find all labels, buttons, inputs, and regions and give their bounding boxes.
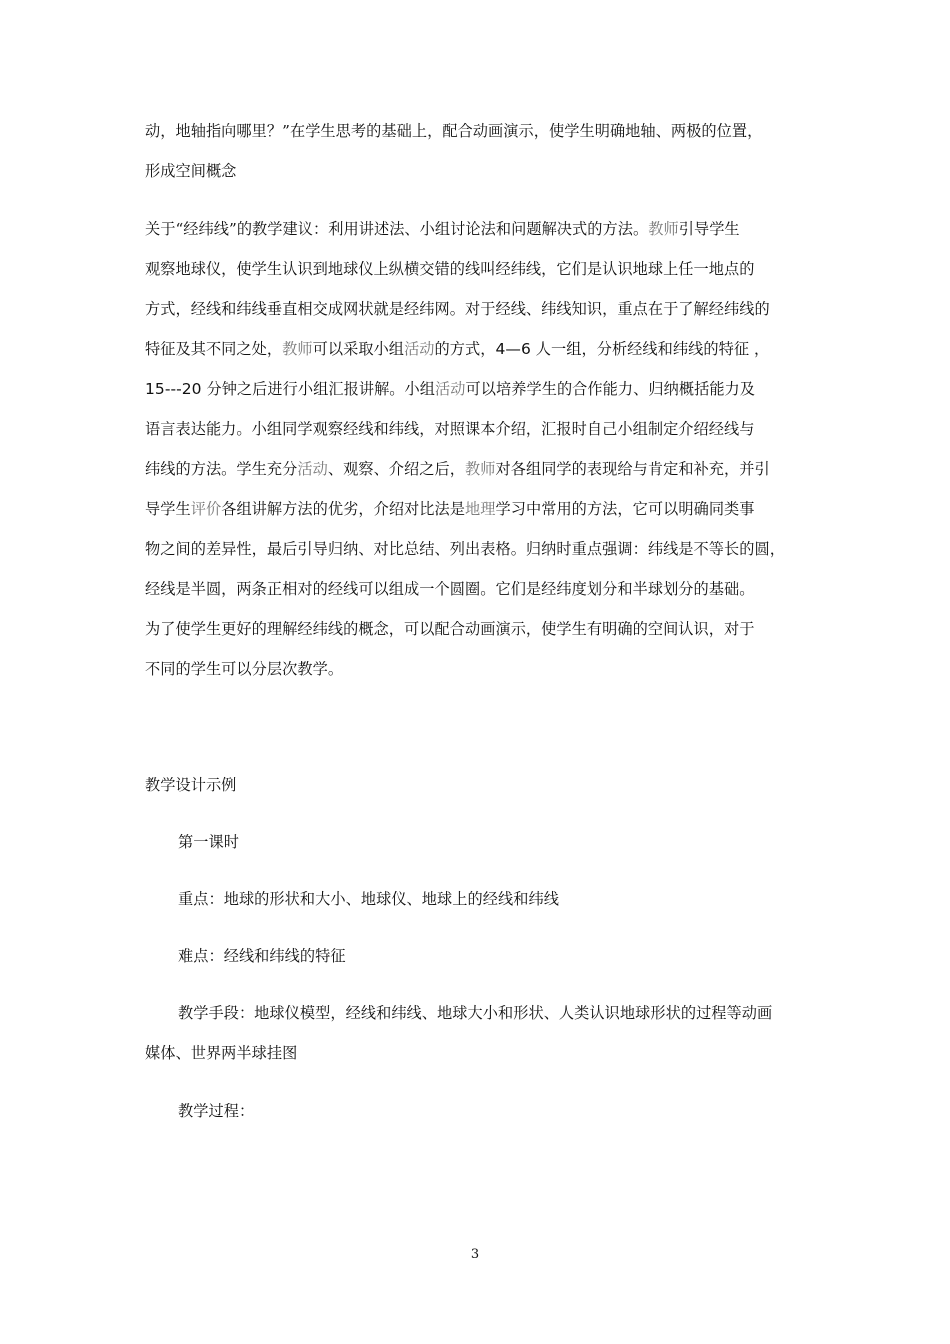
keyword-link-activity[interactable]: 活动 bbox=[404, 340, 435, 358]
text-span: 人一组，分析经线和纬线的特征 ， bbox=[530, 340, 770, 358]
text-span: 导学生 bbox=[145, 500, 191, 518]
key-points: 重点：地球的形状和大小、地球仪、地球上的经线和纬线 bbox=[178, 890, 559, 908]
text-span: 学习中常用的方法，它可以明确同类事 bbox=[495, 500, 755, 518]
jingweixian-line-1 bbox=[145, 218, 825, 240]
keyword-link-teacher[interactable]: 教师 bbox=[465, 460, 496, 478]
keyword-link-evaluation[interactable]: 评价 bbox=[190, 500, 222, 518]
text-span: 、观察、介绍之后， bbox=[327, 460, 465, 478]
jingweixian-line-5 bbox=[145, 378, 825, 400]
teaching-process: 教学过程： bbox=[178, 1102, 255, 1120]
keyword-link-teacher[interactable]: 教师 bbox=[282, 340, 313, 358]
design-heading: 教学设计示例 bbox=[145, 776, 237, 794]
jingweixian-line-11: 为了使学生更好的理解经纬线的概念，可以配合动画演示，使学生有明确的空间认识，对于 bbox=[145, 620, 755, 638]
text-span: 关于“经纬线”的教学建议：利用讲述法、小组讨论法和问题解决式的方法。 bbox=[145, 220, 649, 238]
text-span: 可以采取小组 bbox=[312, 340, 405, 358]
teaching-means-line-2: 媒体、世界两半球挂图 bbox=[145, 1044, 298, 1062]
text-span: 分钟之后进行小组汇报讲解。小组 bbox=[201, 380, 436, 398]
text-span: 可以培养学生的合作能力、归纳概括能力及 bbox=[465, 380, 756, 398]
page-number: 3 bbox=[470, 1247, 480, 1262]
text-span: 各组讲解方法的优劣，介绍对比法是 bbox=[221, 500, 466, 518]
intro-line-1: 动，地轴指向哪里？”在学生思考的基础上，配合动画演示，使学生明确地轴、两极的位置， bbox=[145, 122, 763, 140]
lesson-title: 第一课时 bbox=[178, 833, 239, 851]
jingweixian-line-2: 观察地球仪，使学生认识到地球仪上纵横交错的线叫经纬线，它们是认识地球上任一地点的 bbox=[145, 260, 755, 278]
jingweixian-line-4 bbox=[145, 338, 825, 360]
teaching-means-line-1: 教学手段：地球仪模型，经线和纬线、地球大小和形状、人类认识地球形状的过程等动画 bbox=[178, 1004, 773, 1022]
minutes-number: 15---20 bbox=[145, 380, 202, 398]
difficulty: 难点：经线和纬线的特征 bbox=[178, 947, 346, 965]
text-span: 的方式， bbox=[434, 340, 496, 358]
keyword-link-activity[interactable]: 活动 bbox=[297, 460, 328, 478]
jingweixian-line-7 bbox=[145, 458, 825, 480]
jingweixian-line-12: 不同的学生可以分层次教学。 bbox=[145, 660, 344, 678]
text-span: 对各组同学的表现给与肯定和补充，并引 bbox=[495, 460, 770, 478]
intro-line-2: 形成空间概念 bbox=[145, 162, 237, 180]
jingweixian-line-6: 语言表达能力。小组同学观察经线和纬线，对照课本介绍，汇报时自己小组制定介绍经线与 bbox=[145, 420, 755, 438]
jingweixian-line-10: 经线是半圆，两条正相对的经线可以组成一个圆圈。它们是经纬度划分和半球划分的基础。 bbox=[145, 580, 755, 598]
jingweixian-line-8 bbox=[145, 498, 825, 520]
group-size-number: 4—6 bbox=[495, 340, 531, 358]
text-span: 引导学生 bbox=[678, 220, 740, 238]
jingweixian-line-3: 方式，经线和纬线垂直相交成网状就是经纬网。对于经线、纬线知识，重点在于了解经纬线的 bbox=[145, 300, 770, 318]
text-span: 特征及其不同之处， bbox=[145, 340, 283, 358]
keyword-link-teacher[interactable]: 教师 bbox=[648, 220, 679, 238]
jingweixian-line-9: 物之间的差异性，最后引导归纳、对比总结、列出表格。归纳时重点强调：纬线是不等长的圆， bbox=[145, 540, 785, 558]
keyword-link-activity[interactable]: 活动 bbox=[435, 380, 466, 398]
keyword-link-geography[interactable]: 地理 bbox=[465, 500, 496, 518]
text-span: 纬线的方法。学生充分 bbox=[145, 460, 298, 478]
